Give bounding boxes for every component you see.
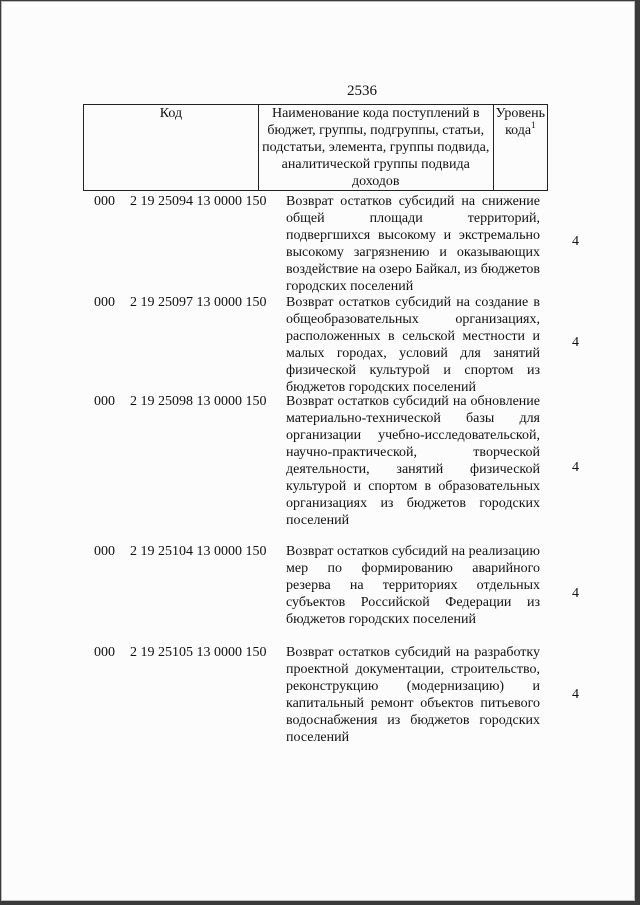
header-level (493, 105, 547, 191)
admin-code: 000 (94, 394, 115, 409)
income-name: Возврат остатков субсидий на снижение общей площади территорий, подвергшихся высокому и экстремально высокому загрязнению и оказывающих воздействие на озеро Байкал, из бюджетов городских поселений (286, 194, 540, 294)
code-level: 4 (572, 460, 579, 475)
document-page (1, 1, 635, 901)
code-level: 4 (572, 687, 579, 702)
header-code: Код (84, 105, 259, 191)
code-level: 4 (572, 234, 579, 249)
footnote-marker: 1 (531, 120, 536, 130)
code-level: 4 (572, 586, 579, 601)
admin-code: 000 (94, 645, 115, 660)
header-level-label: Уровень кода (495, 106, 545, 138)
income-name: Возврат остатков субсидий на реализацию мер по формированию аварийного резерва на территориях отдельных субъектов Российской Федерации из бюджетов городских поселений (286, 544, 540, 627)
header-name: Наименование кода поступлений в бюджет, группы, подгруппы, статьи, подстатьи, элемента, группы подвида, аналитической группы подвида доходов (258, 105, 493, 191)
income-code: 2 19 25104 13 0000 150 (130, 544, 267, 559)
income-code: 2 19 25097 13 0000 150 (130, 295, 267, 310)
income-code: 2 19 25098 13 0000 150 (130, 394, 267, 409)
income-name: Возврат остатков субсидий на обновление материально-технической базы для организации учебно-исследовательской, научно-практической, творческой деятельности, занятий физической культурой и спортом в образовательных организациях из бюджетов городских поселений (286, 394, 540, 528)
income-name: Возврат остатков субсидий на создание в общеобразовательных организациях, расположенных в сельской местности и малых городах, условий для занятий физической культурой и спортом из бюджетов городских поселений (286, 295, 540, 395)
admin-code: 000 (94, 544, 115, 559)
income-code: 2 19 25105 13 0000 150 (130, 645, 267, 660)
income-name: Возврат остатков субсидий на разработку проектной документации, строительство, реконструкцию (модернизацию) и капитальный ремонт объектов питьевого водоснабжения из бюджетов городских поселений (286, 645, 540, 745)
admin-code: 000 (94, 194, 115, 209)
page-number: 2536 (347, 83, 377, 99)
admin-code: 000 (94, 295, 115, 310)
income-code: 2 19 25094 13 0000 150 (130, 194, 267, 209)
table-header (83, 104, 548, 191)
code-level: 4 (572, 335, 579, 350)
